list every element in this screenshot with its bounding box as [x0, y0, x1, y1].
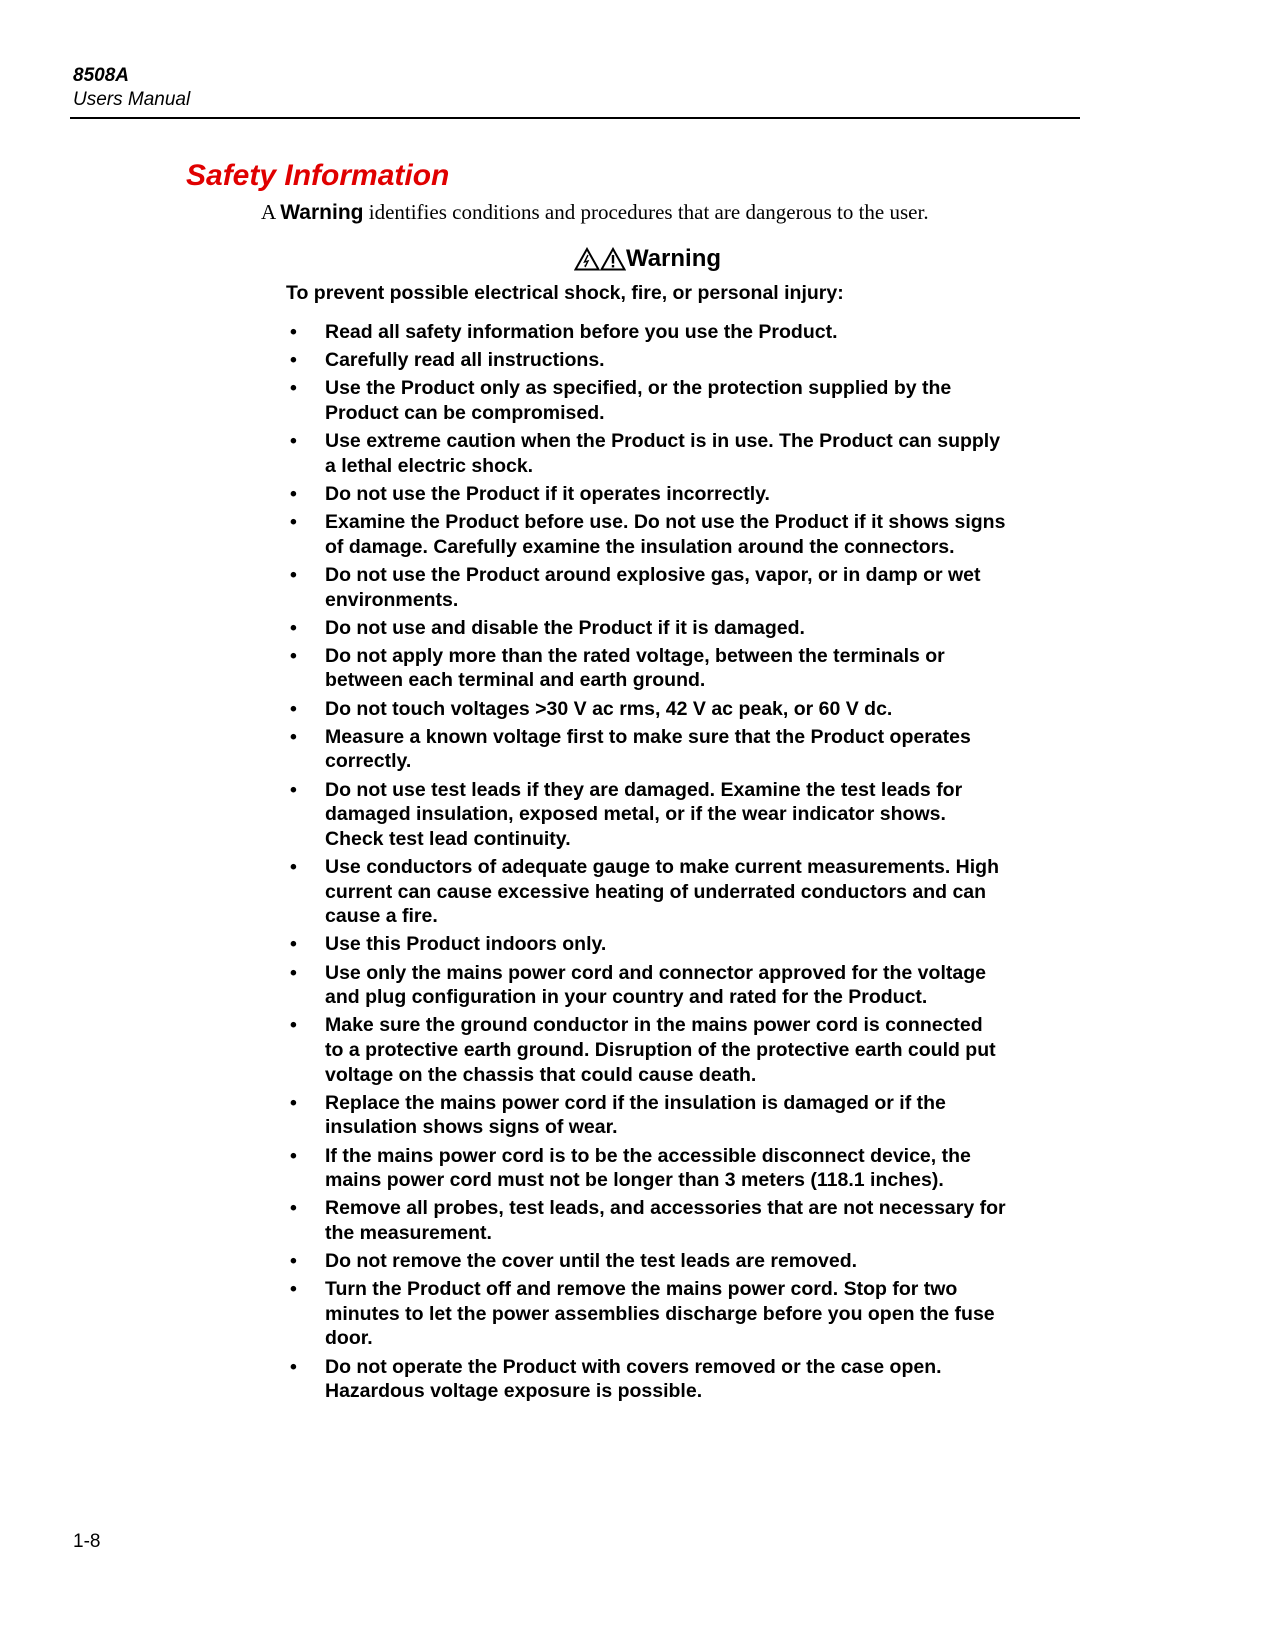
bullet-icon: •: [290, 430, 297, 453]
warning-item-text: Use the Product only as specified, or the protection supplied by the Product can be compromised.: [325, 377, 952, 424]
warning-item-text: Use extreme caution when the Product is in use. The Product can supply a lethal electric shock.: [325, 430, 1001, 477]
warning-list: [286, 320, 1006, 1407]
warning-item: [286, 697, 1006, 722]
warning-item: [286, 644, 1006, 693]
bullet-icon: •: [290, 321, 297, 343]
intro-suffix: identifies conditions and procedures that are dangerous to the user.: [363, 200, 929, 224]
caution-icon: [600, 247, 626, 271]
warning-item: [286, 1144, 1006, 1193]
warning-item-text: Do not operate the Product with covers removed or the case open. Hazardous voltage exposure is possible.: [325, 1355, 942, 1403]
warning-item-text: Do not touch voltages >30 V ac rms, 42 V ac peak, or 60 V dc.: [325, 697, 893, 720]
warning-item: [286, 1196, 1006, 1245]
warning-item-text: Remove all probes, test leads, and accessories that are not necessary for the measurement.: [325, 1197, 1006, 1244]
warning-item-text: Make sure the ground conductor in the mains power cord is connected to a protective earth ground. Disruption of the protective earth could put voltage on the chassis that could cause death.: [325, 1014, 996, 1086]
bullet-icon: •: [290, 563, 297, 586]
warning-item-text: Examine the Product before use. Do not use the Product if it shows signs of damage. Carefully examine the insulation around the connectors.: [325, 511, 1006, 558]
warning-item: [286, 376, 1006, 425]
warning-item-text: If the mains power cord is to be the accessible disconnect device, the mains power cord must not be longer than 3 meters (118.1 inches).: [325, 1144, 971, 1192]
bullet-icon: •: [290, 349, 297, 372]
warning-item-text: Replace the mains power cord if the insulation is damaged or if the insulation shows signs of wear.: [325, 1091, 946, 1139]
bullet-icon: •: [290, 725, 297, 748]
warning-item: [286, 1277, 1006, 1351]
warning-item: [286, 855, 1006, 929]
warning-item-text: Do not use the Product if it operates incorrectly.: [325, 482, 770, 505]
bullet-icon: •: [290, 377, 297, 400]
warning-item: [286, 616, 1006, 641]
warning-item-text: Use conductors of adequate gauge to make current measurements. High current can cause excessive heating of underrated conductors and can cause a fire.: [325, 856, 999, 928]
bullet-icon: •: [290, 1355, 297, 1378]
warning-item: [286, 563, 1006, 612]
bullet-icon: •: [290, 1091, 297, 1114]
warning-item-text: Read all safety information before you use the Product.: [325, 321, 838, 343]
section-title: Safety Information: [186, 159, 450, 192]
warning-item: [286, 725, 1006, 774]
warning-item: [286, 1355, 1006, 1404]
bullet-icon: •: [290, 1014, 297, 1037]
warning-item: [286, 961, 1006, 1010]
header-divider: [70, 117, 1080, 119]
bullet-icon: •: [290, 933, 297, 956]
warning-item-text: Do not use the Product around explosive gas, vapor, or in damp or wet environments.: [325, 563, 981, 611]
warning-item-text: Do not use and disable the Product if it is damaged.: [325, 616, 805, 639]
warning-item-text: Use only the mains power cord and connector approved for the voltage and plug configuration in your country and rated for the Product.: [325, 961, 986, 1009]
warning-item: [286, 320, 1006, 345]
warning-item: [286, 482, 1006, 507]
bullet-icon: •: [290, 961, 297, 984]
electrical-hazard-icon: [574, 247, 600, 271]
warning-item-text: Do not remove the cover until the test leads are removed.: [325, 1250, 858, 1273]
warning-item: [286, 348, 1006, 373]
warning-item-text: Do not use test leads if they are damaged. Examine the test leads for damaged insulation, exposed metal, or if the wear indicator shows. Check test lead continuity.: [325, 778, 963, 850]
bullet-icon: •: [290, 1144, 297, 1167]
intro-keyword: Warning: [280, 201, 364, 224]
warning-item: [286, 429, 1006, 478]
warning-item: [286, 510, 1006, 559]
bullet-icon: •: [290, 616, 297, 639]
warning-item-text: Turn the Product off and remove the mains power cord. Stop for two minutes to let the power assemblies discharge before you open the fuse door.: [325, 1278, 995, 1350]
bullet-icon: •: [290, 511, 297, 534]
warning-item-text: Carefully read all instructions.: [325, 349, 605, 372]
warning-item: [286, 932, 1006, 957]
warning-item-text: Use this Product indoors only.: [325, 933, 607, 956]
warning-lead: To prevent possible electrical shock, fire, or personal injury:: [286, 282, 844, 304]
warning-item: [286, 1013, 1006, 1087]
bullet-icon: •: [290, 856, 297, 878]
warning-item-text: Do not apply more than the rated voltage, between the terminals or between each terminal and earth ground.: [325, 644, 945, 692]
bullet-icon: •: [290, 697, 297, 720]
running-header: [73, 64, 190, 112]
bullet-icon: •: [290, 482, 297, 505]
bullet-icon: •: [290, 644, 297, 667]
warning-item-text: Measure a known voltage first to make sure that the Product operates correctly.: [325, 725, 971, 773]
product-model: 8508A: [73, 65, 129, 86]
warning-item: [286, 778, 1006, 852]
bullet-icon: •: [290, 1197, 297, 1220]
warning-title: Warning: [625, 245, 722, 272]
bullet-icon: •: [290, 1250, 297, 1273]
warning-item: [286, 1091, 1006, 1140]
bullet-icon: •: [290, 1278, 297, 1301]
warning-item: [286, 1249, 1006, 1274]
warning-heading: [0, 244, 1275, 274]
page-number: 1-8: [73, 1531, 101, 1552]
manual-title: Users Manual: [73, 89, 191, 110]
intro-prefix: A: [261, 200, 281, 224]
intro-paragraph: [261, 199, 929, 226]
bullet-icon: •: [290, 778, 297, 801]
